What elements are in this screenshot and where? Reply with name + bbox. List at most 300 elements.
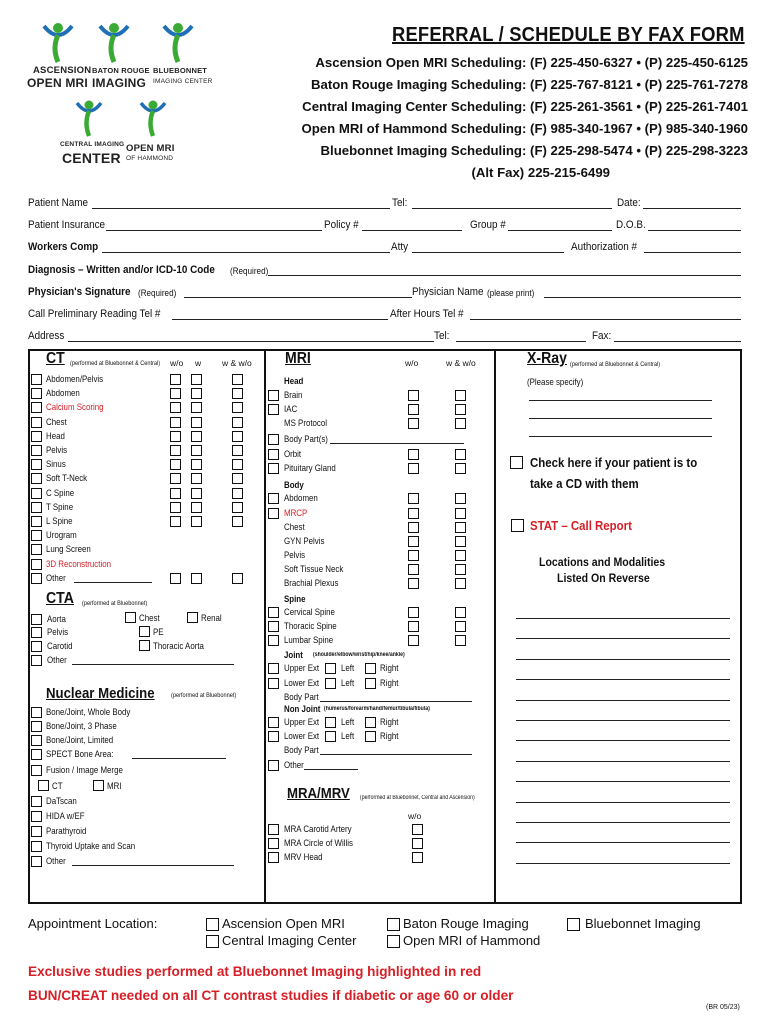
mri-right-checkbox[interactable] — [365, 663, 376, 674]
mri-body-part-field[interactable] — [330, 443, 464, 444]
nuclear-note: (performed at Bluebonnet) — [171, 692, 237, 699]
mra-wo-checkbox[interactable] — [412, 838, 423, 849]
ct-row-checkbox[interactable] — [31, 573, 42, 584]
diagnosis-label: Diagnosis – Written and/or ICD-10 Code — [28, 264, 215, 276]
ct-wo-checkbox[interactable] — [170, 488, 181, 499]
mri-nj-lower_ext-checkbox[interactable] — [268, 731, 279, 742]
ct-w-checkbox[interactable] — [191, 374, 202, 385]
group-field[interactable] — [508, 230, 612, 231]
mri-wo-checkbox[interactable] — [408, 390, 419, 401]
mri-wwo-checkbox[interactable] — [455, 621, 466, 632]
mri-item: Pituitary Gland — [284, 463, 336, 473]
mri-wo-checkbox[interactable] — [408, 635, 419, 646]
stat-label: STAT – Call Report — [530, 518, 632, 533]
stat-checkbox[interactable] — [511, 519, 524, 532]
notes-line[interactable] — [516, 659, 730, 660]
tel2-label: Tel: — [434, 330, 450, 342]
appt-ascension-checkbox[interactable] — [206, 918, 219, 931]
dob-field[interactable] — [648, 230, 741, 231]
xray-note: (performed at Bluebonnet & Central) — [570, 361, 661, 368]
address-label: Address — [28, 330, 65, 342]
mri-left-checkbox[interactable] — [325, 678, 336, 689]
notes-line[interactable] — [516, 720, 730, 721]
cta-item: Thoracic Aorta — [153, 641, 204, 651]
mri-wwo-checkbox[interactable] — [455, 390, 466, 401]
mri-item-checkbox[interactable] — [268, 390, 279, 401]
mri-item-checkbox[interactable] — [268, 621, 279, 632]
mri-other-field[interactable] — [304, 769, 358, 770]
ct-wwo-checkbox[interactable] — [232, 417, 243, 428]
mri-item: Orbit — [284, 449, 302, 459]
mri-wo-checkbox[interactable] — [408, 578, 419, 589]
nuclear-item: Bone/Joint, 3 Phase — [46, 721, 117, 731]
mri-head-heading: Head — [284, 376, 304, 386]
mri-wo-checkbox[interactable] — [408, 449, 419, 460]
ct-item: Pelvis — [46, 445, 68, 455]
patient-name-field[interactable] — [92, 208, 390, 209]
nuclear-checkbox[interactable] — [31, 796, 42, 807]
physician-name-note: (please print) — [487, 288, 535, 298]
cta-chest-checkbox[interactable] — [125, 612, 136, 623]
order-frame — [28, 349, 742, 904]
cta-carotid-checkbox[interactable] — [31, 641, 42, 652]
mri-item-checkbox[interactable] — [268, 493, 279, 504]
mra-note: (performed at Bluebonnet, Central and Ascension) — [360, 795, 475, 801]
mri-other: Other — [284, 760, 304, 770]
nuclear-checkbox[interactable] — [31, 765, 42, 776]
mri-wwo-checkbox[interactable] — [455, 536, 466, 547]
appt-batonrouge-checkbox[interactable] — [387, 918, 400, 931]
scheduling-line: Central Imaging Center Scheduling: (F) 225-261-3561 • (P) 225-261-7401 — [302, 99, 748, 114]
ct-w-checkbox[interactable] — [191, 473, 202, 484]
ct-title: CT — [46, 350, 65, 367]
ct-row-checkbox[interactable] — [31, 402, 42, 413]
ct-wo-checkbox[interactable] — [170, 516, 181, 527]
ct-row-checkbox[interactable] — [31, 445, 42, 456]
appt-hammond-checkbox[interactable] — [387, 935, 400, 948]
ct-wo-checkbox[interactable] — [170, 459, 181, 470]
nuclear-checkbox[interactable] — [31, 856, 42, 867]
mri-item-checkbox[interactable] — [268, 434, 279, 445]
mri-wo-checkbox[interactable] — [408, 522, 419, 533]
scheduling-line: Baton Rouge Imaging Scheduling: (F) 225-767-8121 • (P) 225-761-7278 — [311, 77, 748, 92]
mri-nj-lower_ext: Lower Ext — [284, 731, 320, 741]
mri-left-label: Left — [341, 663, 355, 673]
fax-field[interactable] — [614, 341, 741, 342]
ct-wo-checkbox[interactable] — [170, 417, 181, 428]
mri-item: Brachial Plexus — [284, 578, 339, 588]
mri-item: Pelvis — [284, 550, 306, 560]
ct-item: Sinus — [46, 459, 66, 470]
ct-w-checkbox[interactable] — [191, 516, 202, 527]
ct-item: Soft T-Neck — [46, 473, 88, 484]
ct-wo-checkbox[interactable] — [170, 573, 181, 584]
ct-item: Chest — [46, 416, 67, 427]
ct-item: Calcium Scoring — [46, 402, 104, 413]
mri-lower_ext-checkbox[interactable] — [268, 678, 279, 689]
mri-item: Body Part(s) — [284, 434, 328, 444]
policy-field[interactable] — [362, 230, 462, 231]
mri-right-label: Right — [380, 717, 399, 727]
mra-item: MRA Carotid Artery — [284, 824, 352, 834]
mri-item: Lumbar Spine — [284, 635, 334, 645]
ct-row-checkbox[interactable] — [31, 417, 42, 428]
ct-item: Lung Screen — [46, 544, 91, 555]
xray-title: X-Ray — [527, 350, 567, 367]
mra-wo-checkbox[interactable] — [412, 852, 423, 863]
mri-nj-body-part-field[interactable] — [320, 754, 472, 755]
mri-nj-upper_ext: Upper Ext — [284, 717, 320, 727]
ct-wwo-checkbox[interactable] — [232, 573, 243, 584]
notes-line[interactable] — [516, 618, 730, 619]
mra-wo-checkbox[interactable] — [412, 824, 423, 835]
appt-option: Baton Rouge Imaging — [403, 916, 529, 931]
mri-wwo-checkbox[interactable] — [455, 449, 466, 460]
mri-nj-body-part: Body Part — [284, 745, 319, 755]
nuclear-checkbox[interactable] — [31, 841, 42, 852]
physician-name-field[interactable] — [544, 297, 741, 298]
mri-wwo-checkbox[interactable] — [455, 564, 466, 575]
ct-wwo-checkbox[interactable] — [232, 459, 243, 470]
mri-joint-body-part-field[interactable] — [320, 701, 472, 702]
hammond-logo-line1: OPEN MRI — [126, 143, 175, 154]
mri-item-checkbox[interactable] — [268, 404, 279, 415]
mri-wo-checkbox[interactable] — [408, 418, 419, 429]
ct-w-checkbox[interactable] — [191, 502, 202, 513]
xray-specify: (Please specify) — [527, 377, 584, 387]
mri-wo-checkbox[interactable] — [408, 621, 419, 632]
authorization-field[interactable] — [644, 252, 741, 253]
ct-col-w: w — [195, 358, 202, 368]
cta-renal-checkbox[interactable] — [187, 612, 198, 623]
notes-line[interactable] — [516, 842, 730, 843]
ct-wo-checkbox[interactable] — [170, 402, 181, 413]
mri-upper_ext: Upper Ext — [284, 663, 320, 673]
xray-specify-line[interactable] — [529, 418, 712, 419]
mri-item-checkbox[interactable] — [268, 607, 279, 618]
tel-field[interactable] — [412, 208, 612, 209]
ct-w-checkbox[interactable] — [191, 459, 202, 470]
ct-item: L Spine — [46, 516, 73, 526]
cta-aorta-checkbox[interactable] — [31, 614, 42, 625]
batonrouge-logo-line2: IMAGING — [92, 76, 147, 90]
patient-insurance-field[interactable] — [106, 230, 322, 231]
take-cd-line2: take a CD with them — [530, 476, 639, 491]
ct-row-checkbox[interactable] — [31, 544, 42, 555]
batonrouge-logo-figure — [96, 20, 132, 64]
ct-wo-checkbox[interactable] — [170, 502, 181, 513]
authorization-label: Authorization # — [571, 241, 638, 253]
mri-wwo-checkbox[interactable] — [455, 418, 466, 429]
ct-wwo-checkbox[interactable] — [232, 374, 243, 385]
mri-item: MS Protocol — [284, 418, 328, 428]
notes-line[interactable] — [516, 761, 730, 762]
date-field[interactable] — [643, 208, 741, 209]
mri-nj-upper_ext-checkbox[interactable] — [268, 717, 279, 728]
cta-other-checkbox[interactable] — [31, 655, 42, 666]
mri-wwo-checkbox[interactable] — [455, 635, 466, 646]
ct-row-checkbox[interactable] — [31, 530, 42, 541]
ct-row-checkbox[interactable] — [31, 473, 42, 484]
group-label: Group # — [470, 219, 506, 231]
mra-title: MRA/MRV — [287, 785, 350, 802]
mra-checkbox[interactable] — [268, 852, 279, 863]
ct-item: C Spine — [46, 487, 75, 498]
mra-checkbox[interactable] — [268, 824, 279, 835]
mri-right-checkbox[interactable] — [365, 731, 376, 742]
nuclear-item: SPECT Bone Area: — [46, 749, 114, 759]
footer-line2: BUN/CREAT needed on all CT contrast studies if diabetic or age 60 or older — [28, 988, 514, 1003]
bluebonnet-logo-line1: BLUEBONNET — [153, 66, 208, 75]
nuclear-item: Parathyroid — [46, 826, 87, 836]
ct-item: T Spine — [46, 501, 74, 512]
workers-comp-field[interactable] — [102, 252, 390, 253]
after-hours-field[interactable] — [470, 319, 741, 320]
mri-body-heading: Body — [284, 480, 304, 490]
mra-item: MRA Circle of Willis — [284, 838, 353, 848]
mri-other-checkbox[interactable] — [268, 760, 279, 771]
ct-w-checkbox[interactable] — [191, 445, 202, 456]
column-divider — [494, 349, 496, 904]
mri-wwo-checkbox[interactable] — [455, 463, 466, 474]
mri-lower_ext: Lower Ext — [284, 678, 320, 688]
ct-row-checkbox[interactable] — [31, 431, 42, 442]
cta-item: Aorta — [47, 614, 66, 624]
mri-wwo-checkbox[interactable] — [455, 550, 466, 561]
ct-wo-checkbox[interactable] — [170, 431, 181, 442]
batonrouge-logo-line1: BATON ROUGE — [92, 66, 150, 75]
mri-wwo-checkbox[interactable] — [455, 508, 466, 519]
mra-checkbox[interactable] — [268, 838, 279, 849]
physician-signature-field[interactable] — [184, 297, 412, 298]
nuclear-item: Other — [46, 856, 66, 866]
nuclear-checkbox[interactable] — [31, 811, 42, 822]
mri-joint-note: (shoulder/elbow/wrist/hip/knee/ankle) — [313, 652, 405, 658]
cta-other-field[interactable] — [72, 664, 234, 665]
ct-wo-checkbox[interactable] — [170, 445, 181, 456]
notes-line[interactable] — [516, 638, 730, 639]
nuclear-item: Thyroid Uptake and Scan — [46, 841, 136, 851]
nuclear-item: Bone/Joint, Whole Body — [46, 707, 131, 717]
mri-left-checkbox[interactable] — [325, 663, 336, 674]
mri-title: MRI — [285, 350, 311, 367]
mri-right-label: Right — [380, 678, 399, 688]
mri-item-checkbox[interactable] — [268, 449, 279, 460]
ct-item: Abdomen — [46, 388, 80, 399]
ct-wwo-checkbox[interactable] — [232, 502, 243, 513]
mri-wo-checkbox[interactable] — [408, 493, 419, 504]
cta-item: Carotid — [47, 641, 73, 651]
mri-wo-checkbox[interactable] — [408, 564, 419, 575]
mri-right-label: Right — [380, 731, 399, 741]
tel2-field[interactable] — [456, 341, 586, 342]
ct-wwo-checkbox[interactable] — [232, 402, 243, 413]
call-prelim-field[interactable] — [172, 319, 388, 320]
mri-wo-checkbox[interactable] — [408, 404, 419, 415]
ct-w-checkbox[interactable] — [191, 402, 202, 413]
mri-wwo-checkbox[interactable] — [455, 493, 466, 504]
cta-pelvis-checkbox[interactable] — [31, 627, 42, 638]
mri-wwo-checkbox[interactable] — [455, 607, 466, 618]
bluebonnet-logo-line2: IMAGING CENTER — [153, 78, 213, 85]
ct-wwo-checkbox[interactable] — [232, 488, 243, 499]
ct-w-checkbox[interactable] — [191, 431, 202, 442]
spect-area-field[interactable] — [132, 758, 226, 759]
nuclear-other-field[interactable] — [72, 865, 234, 866]
nuclear-checkbox[interactable] — [31, 707, 42, 718]
central-logo-line2: CENTER — [62, 150, 121, 166]
ct-wo-checkbox[interactable] — [170, 388, 181, 399]
appt-central-checkbox[interactable] — [206, 935, 219, 948]
notes-line[interactable] — [516, 679, 730, 680]
scheduling-line: Bluebonnet Imaging Scheduling: (F) 225-298-5474 • (P) 225-298-3223 — [320, 143, 748, 158]
cta-thoracic-aorta-checkbox[interactable] — [139, 640, 150, 651]
nuclear-fusion-mri-checkbox[interactable] — [93, 780, 104, 791]
nuclear-checkbox[interactable] — [31, 826, 42, 837]
footer-line1: Exclusive studies performed at Bluebonnet Imaging highlighted in red — [28, 964, 482, 979]
ct-wo-checkbox[interactable] — [170, 473, 181, 484]
mri-item: Abdomen — [284, 493, 318, 503]
central-logo-figure — [74, 98, 104, 138]
mri-item: GYN Pelvis — [284, 536, 325, 546]
locations-line1: Locations and Modalities — [539, 555, 666, 569]
nuclear-checkbox[interactable] — [31, 749, 42, 760]
notes-line[interactable] — [516, 863, 730, 864]
cta-pe-checkbox[interactable] — [139, 626, 150, 637]
mri-nonjoint-note: (humerus/forearm/hand/femur/tibula/fibula) — [324, 706, 430, 712]
mri-wo-checkbox[interactable] — [408, 508, 419, 519]
ct-wwo-checkbox[interactable] — [232, 473, 243, 484]
ct-w-checkbox[interactable] — [191, 488, 202, 499]
notes-line[interactable] — [516, 802, 730, 803]
ct-row-checkbox[interactable] — [31, 459, 42, 470]
ct-row-checkbox[interactable] — [31, 516, 42, 527]
date-label: Date: — [617, 197, 641, 209]
appt-option: Bluebonnet Imaging — [585, 916, 701, 931]
appt-option: Ascension Open MRI — [222, 916, 345, 931]
physician-signature-required: (Required) — [138, 288, 177, 298]
nuclear-item: Fusion / Image Merge — [46, 765, 123, 775]
mri-wo-checkbox[interactable] — [408, 550, 419, 561]
ct-row-checkbox[interactable] — [31, 374, 42, 385]
ct-w-checkbox[interactable] — [191, 573, 202, 584]
mri-item-checkbox[interactable] — [268, 463, 279, 474]
ct-row-checkbox[interactable] — [31, 559, 42, 570]
physician-signature-label: Physician's Signature — [28, 286, 131, 298]
xray-specify-line[interactable] — [529, 400, 712, 401]
mri-wwo-checkbox[interactable] — [455, 522, 466, 533]
mri-left-label: Left — [341, 731, 355, 741]
workers-comp-label: Workers Comp — [28, 241, 99, 253]
physician-name-label: Physician Name — [412, 286, 484, 298]
mri-wwo-checkbox[interactable] — [455, 578, 466, 589]
nuclear-checkbox[interactable] — [31, 721, 42, 732]
take-cd-checkbox[interactable] — [510, 456, 523, 469]
ct-row-checkbox[interactable] — [31, 502, 42, 513]
mri-right-label: Right — [380, 663, 399, 673]
mri-col-wo: w/o — [405, 358, 419, 368]
mri-wwo-checkbox[interactable] — [455, 404, 466, 415]
mra-item: MRV Head — [284, 852, 323, 862]
mri-col-wwo: w & w/o — [446, 358, 476, 368]
mri-right-checkbox[interactable] — [365, 717, 376, 728]
mri-item-checkbox[interactable] — [268, 635, 279, 646]
ct-row-checkbox[interactable] — [31, 488, 42, 499]
ct-item: Urogram — [46, 530, 77, 541]
patient-insurance-label: Patient Insurance — [28, 219, 106, 231]
notes-line[interactable] — [516, 781, 730, 782]
mri-wo-checkbox[interactable] — [408, 607, 419, 618]
column-divider — [264, 349, 266, 904]
appointment-label: Appointment Location: — [28, 916, 158, 931]
ct-w-checkbox[interactable] — [191, 417, 202, 428]
ct-note: (performed at Bluebonnet & Central) — [70, 360, 161, 367]
diagnosis-field[interactable] — [268, 275, 741, 276]
ct-row-checkbox[interactable] — [31, 388, 42, 399]
ct-other-field[interactable] — [74, 582, 152, 583]
address-field[interactable] — [68, 341, 434, 342]
nuclear-checkbox[interactable] — [31, 735, 42, 746]
mri-wo-checkbox[interactable] — [408, 536, 419, 547]
take-cd-line1: Check here if your patient is to — [530, 455, 698, 470]
mri-wo-checkbox[interactable] — [408, 463, 419, 474]
ct-wwo-checkbox[interactable] — [232, 431, 243, 442]
mri-item: IAC — [284, 404, 298, 414]
mri-left-checkbox[interactable] — [325, 731, 336, 742]
ct-wwo-checkbox[interactable] — [232, 516, 243, 527]
notes-line[interactable] — [516, 822, 730, 823]
nuclear-item: DaTscan — [46, 796, 77, 806]
nuclear-item: CT — [52, 781, 63, 791]
nuclear-item: MRI — [107, 781, 122, 791]
call-prelim-label: Call Preliminary Reading Tel # — [28, 308, 161, 320]
mri-item: Cervical Spine — [284, 607, 335, 617]
mri-item: Thoracic Spine — [284, 621, 337, 631]
policy-label: Policy # — [324, 219, 359, 231]
ct-w-checkbox[interactable] — [191, 388, 202, 399]
appt-bluebonnet-checkbox[interactable] — [567, 918, 580, 931]
ct-wwo-checkbox[interactable] — [232, 445, 243, 456]
mri-item: Chest — [284, 522, 305, 532]
ct-wo-checkbox[interactable] — [170, 374, 181, 385]
mri-left-label: Left — [341, 678, 355, 688]
mri-item-checkbox[interactable] — [268, 508, 279, 519]
ct-col-wwo: w & w/o — [222, 358, 252, 368]
mri-item: MRCP — [284, 508, 308, 518]
atty-field[interactable] — [412, 252, 564, 253]
form-code: (BR 05/23) — [706, 1004, 740, 1011]
cta-note: (performed at Bluebonnet) — [82, 600, 148, 607]
ct-item: Other — [46, 572, 66, 583]
cta-item: PE — [153, 627, 164, 637]
mri-right-checkbox[interactable] — [365, 678, 376, 689]
mri-left-checkbox[interactable] — [325, 717, 336, 728]
xray-specify-line[interactable] — [529, 436, 712, 437]
dob-label: D.O.B. — [616, 219, 646, 231]
ct-item: Head — [46, 430, 65, 441]
cta-item: Pelvis — [47, 627, 69, 637]
notes-line[interactable] — [516, 740, 730, 741]
nuclear-fusion-ct-checkbox[interactable] — [38, 780, 49, 791]
ct-item: Abdomen/Pelvis — [46, 374, 104, 384]
locations-line2: Listed On Reverse — [557, 571, 650, 585]
nuclear-item: HIDA w/EF — [46, 811, 85, 821]
bluebonnet-logo-figure — [160, 20, 196, 64]
mri-upper_ext-checkbox[interactable] — [268, 663, 279, 674]
ct-wwo-checkbox[interactable] — [232, 388, 243, 399]
notes-line[interactable] — [516, 700, 730, 701]
nuclear-item: Bone/Joint, Limited — [46, 735, 114, 745]
